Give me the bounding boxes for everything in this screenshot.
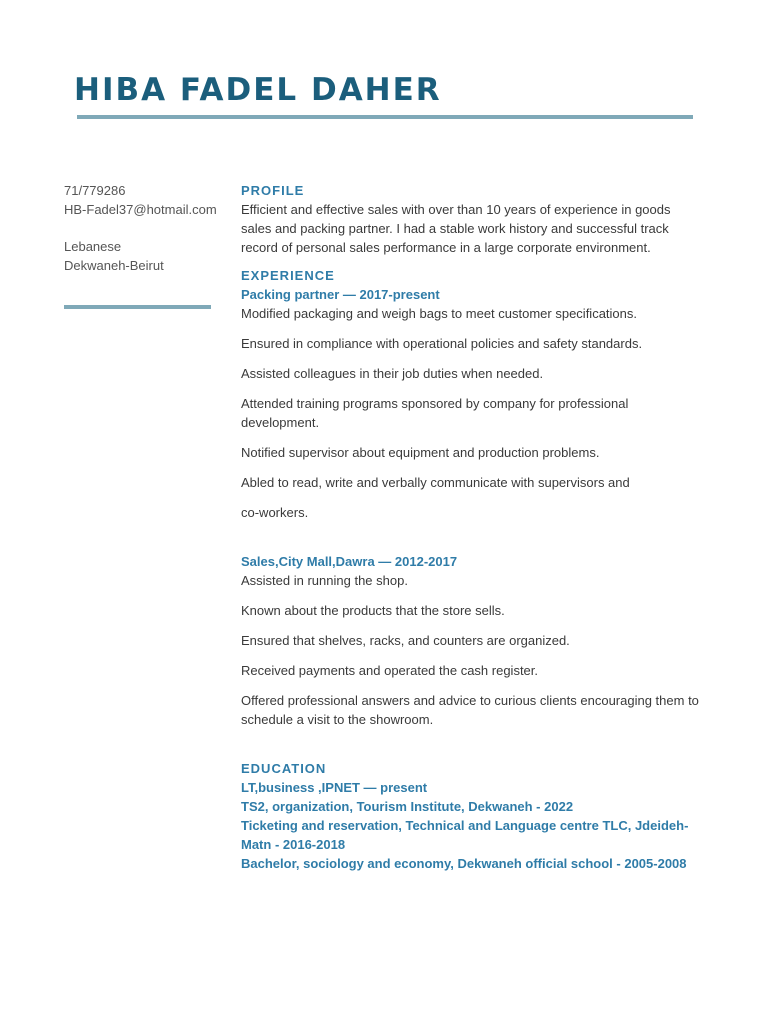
job-duty: co-workers. (241, 505, 309, 520)
job-duty: Notified supervisor about equipment and production problems. (241, 445, 600, 460)
candidate-name: HIBA FADEL DAHER (74, 72, 442, 108)
job-duty: Attended training programs sponsored by company for professional development. (241, 396, 629, 430)
phone-number: 71/779286 (64, 183, 126, 198)
job-duty: Assisted in running the shop. (241, 573, 408, 588)
profile-text: Efficient and effective sales with over than 10 years of experience in goods sales and packing partner. I had a stable work history and successful track record of personal sales performance in a large corporate environment. (241, 202, 671, 255)
nationality: Lebanese (64, 239, 122, 254)
job-duty: Received payments and operated the cash register. (241, 663, 539, 678)
education-item: LT,business ,IPNET — present (241, 780, 428, 795)
profile-heading: PROFILE (241, 183, 305, 198)
main-content (241, 181, 701, 873)
education-item: TS2, organization, Tourism Institute, Dekwaneh - 2022 (241, 799, 574, 814)
job-duty: Assisted colleagues in their job duties when needed. (241, 366, 544, 381)
job-duty: Known about the products that the store sells. (241, 603, 505, 618)
email-address: HB-Fadel37@hotmail.com (64, 202, 217, 217)
job-duty: Ensured in compliance with operational policies and safety standards. (241, 336, 643, 351)
job-title: Sales,City Mall,Dawra — 2012-2017 (241, 554, 458, 569)
experience-heading: EXPERIENCE (241, 268, 335, 283)
experience-section (241, 266, 701, 729)
name-underline (77, 115, 693, 119)
education-item: Bachelor, sociology and economy, Dekwaneh official school - 2005-2008 (241, 856, 687, 871)
section-spacer (241, 257, 701, 266)
job-duty: Modified packaging and weigh bags to meet customer specifications. (241, 306, 637, 321)
job-title: Packing partner — 2017-present (241, 287, 440, 302)
education-section (241, 759, 701, 873)
education-heading: EDUCATION (241, 761, 327, 776)
job-entry (241, 552, 701, 729)
job-entry (241, 285, 701, 522)
location: Dekwaneh-Beirut (64, 258, 164, 273)
job-duty: Ensured that shelves, racks, and counters are organized. (241, 633, 570, 648)
job-duty: Abled to read, write and verbally communicate with supervisors and (241, 475, 630, 490)
section-spacer (241, 740, 701, 759)
job-spacer (241, 533, 701, 552)
contact-sidebar (64, 181, 224, 275)
contact-spacer (64, 219, 224, 237)
job-duty: Offered professional answers and advice to curious clients encouraging them to schedule a visit to the showroom. (241, 693, 699, 727)
profile-section (241, 181, 701, 257)
education-item: Ticketing and reservation, Technical and Language centre TLC, Jdeideh-Matn - 2016-2018 (241, 818, 689, 852)
sidebar-divider (64, 305, 211, 309)
